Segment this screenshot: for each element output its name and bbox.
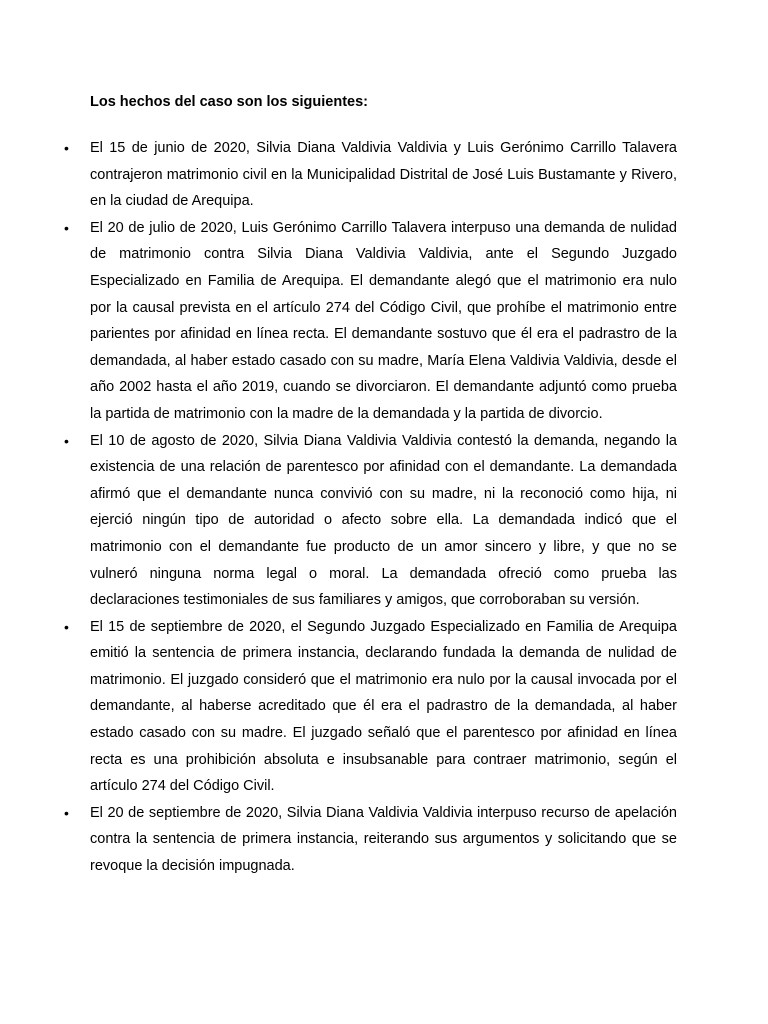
fact-item-5 (0, 800, 677, 880)
fact-text-4: El 15 de septiembre de 2020, el Segundo Juzgado Especializado en Familia de Arequipa emitió la sentencia de primera instancia, declarando fundada la demanda de nulidad de matrimonio. El juzgado consideró que el matrimonio era nulo por la causal invocada por el demandante, al haberse acreditado que él era el padrastro de la demandada, al haber estado casado con su madre. El juzgado señaló que el parentesco por afinidad en línea recta es una prohibición absoluta e insubsanable para contraer matrimonio, según el artículo 274 del Código Civil. (90, 618, 677, 795)
fact-item-4 (0, 614, 677, 800)
bullet-icon: • (64, 432, 69, 449)
bullet-icon: • (64, 618, 69, 635)
fact-item-1 (0, 135, 677, 215)
fact-text-1: El 15 de junio de 2020, Silvia Diana Valdivia Valdivia y Luis Gerónimo Carrillo Talavera contrajeron matrimonio civil en la Municipalidad Distrital de José Luis Bustamante y Rivero, en la ciudad de Arequipa. (90, 140, 677, 210)
facts-list (0, 135, 768, 880)
fact-text-2: El 20 de julio de 2020, Luis Gerónimo Carrillo Talavera interpuso una demanda de nulidad de matrimonio contra Silvia Diana Valdivia Valdivia, ante el Segundo Juzgado Especializado en Familia de Arequipa. El demandante alegó que el matrimonio era nulo por la causal prevista en el artículo 274 del Código Civil, que prohíbe el matrimonio entre parientes por afinidad en línea recta. El demandante sostuvo que él era el padrastro de la demandada, al haber estado casado con su madre, María Elena Valdivia Valdivia, desde el año 2002 hasta el año 2019, cuando se divorciaron. El demandante adjuntó como prueba la partida de matrimonio con la madre de la demandada y la partida de divorcio. (90, 219, 677, 422)
bullet-icon: • (64, 140, 69, 156)
fact-item-2 (0, 215, 677, 428)
fact-text-5: El 20 de septiembre de 2020, Silvia Diana Valdivia Valdivia interpuso recurso de apelación contra la sentencia de primera instancia, reiterando sus argumentos y solicitando que se revoque la decisión impugnada. (90, 804, 677, 875)
bullet-icon: • (64, 219, 69, 236)
fact-item-3 (0, 428, 677, 614)
bullet-icon: • (64, 804, 69, 821)
fact-text-3: El 10 de agosto de 2020, Silvia Diana Valdivia Valdivia contestó la demanda, negando la existencia de una relación de parentesco por afinidad con el demandante. La demandada afirmó que el demandante nunca convivió con su madre, ni la reconoció como hija, ni ejerció ningún tipo de autoridad o afecto sobre ella. La demandada indicó que el matrimonio con el demandante fue producto de un amor sincero y libre, y que no se vulneró ninguna norma legal o moral. La demandada ofreció como prueba las declaraciones testimoniales de sus familiares y amigos, que corroboraban su versión. (90, 432, 677, 609)
document-heading: Los hechos del caso son los siguientes: (90, 94, 368, 110)
